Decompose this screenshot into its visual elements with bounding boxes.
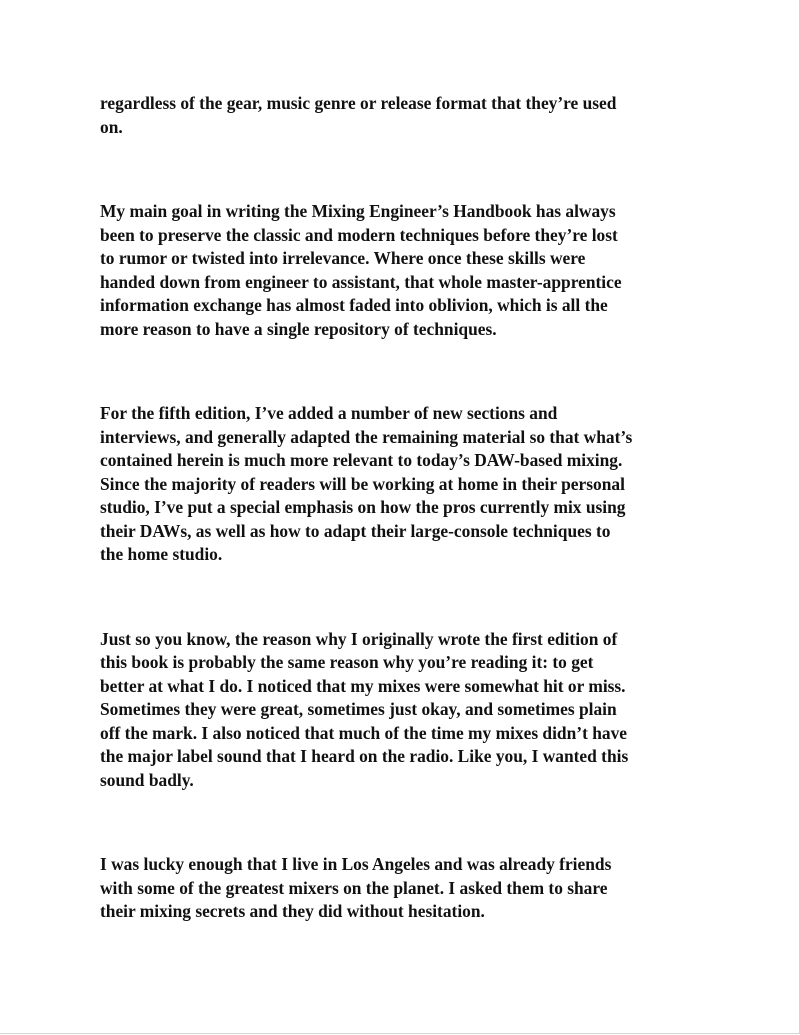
paragraph-los-angeles: I was lucky enough that I live in Los Angeles and was already friends with some of the greatest mixers on the planet. I asked them to share their mixing secrets and they did without hesitation. <box>100 854 612 921</box>
paragraph-first-edition-reason: Just so you know, the reason why I originally wrote the first edition of this book is probably the same reason why you’re reading it: to get better at what I do. I noticed that my mixes were somewhat hit or miss. Sometimes they were great, sometimes just okay, and sometimes plain off the mark. I also noticed that much of the time my mixes didn’t have the major label sound that I heard on the radio. Like you, I wanted this sound badly. <box>100 628 629 790</box>
paragraph-fifth-edition: For the fifth edition, I’ve added a number of new sections and interviews, and generally adapted the remaining material so that what’s contained herein is much more relevant to today’s DAW-based mixing. Since the majority of readers will be working at home in their personal studio, I’ve put a special emphasis on how the pros currently mix using their DAWs, as well as how to adapt their large-console techniques to the home studio. <box>100 403 633 564</box>
paragraph-main-goal: My main goal in writing the Mixing Engineer’s Handbook has always been to preserve the classic and modern techniques before they’re lost to rumor or twisted into irrelevance. Where once these skills were handed down from engineer to assistant, that whole master-apprentice information exchange has almost faded into oblivion, which is all the more reason to have a single repository of techniques. <box>100 201 622 339</box>
paragraph-continuation: regardless of the gear, music genre or release format that they’re used on. <box>100 93 617 137</box>
text-column <box>100 92 740 924</box>
